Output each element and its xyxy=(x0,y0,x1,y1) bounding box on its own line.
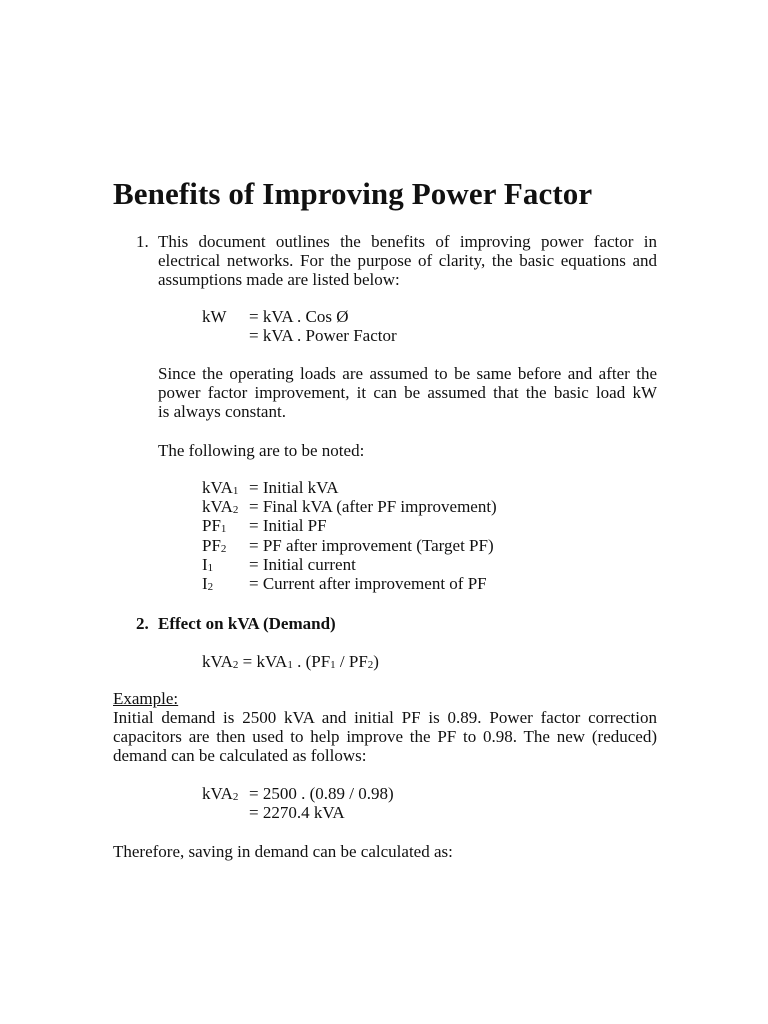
intro-line: assumptions made are listed below: xyxy=(158,270,400,289)
definition-term: kVA$_2$ xyxy=(202,497,239,516)
definition-term: $I_2$ xyxy=(202,574,214,593)
example-label: Example: xyxy=(113,689,179,708)
definition-value: = PF after improvement (Target PF) xyxy=(249,536,494,555)
definition-term: kVA$_1$ xyxy=(202,478,239,497)
equation-lhs: kW xyxy=(202,307,227,326)
equation-line-2: = kVA . Power Factor xyxy=(249,326,397,345)
calc-line-2: = 2270.4 kVA xyxy=(249,803,345,822)
section-1-intro xyxy=(158,232,657,289)
definition-value: = Initial kVA xyxy=(249,478,339,497)
equation-line-1: = kVA . Cos Ø xyxy=(249,307,349,326)
definition-value: = Initial PF xyxy=(249,516,327,535)
section-1-number: 1. xyxy=(136,232,149,251)
therefore-text: Therefore, saving in demand can be calculated as: xyxy=(113,842,453,861)
calc-line-1: = 2500 . (0.89 / 0.98) xyxy=(249,784,394,803)
constant-line: is always constant. xyxy=(158,402,286,421)
definition-term: $PF_2$ xyxy=(202,536,227,555)
definition-value: = Initial current xyxy=(249,555,356,574)
noted-heading: The following are to be noted: xyxy=(158,441,365,460)
intro-line: electrical networks. For the purpose of clarity, the basic equations and xyxy=(158,251,657,270)
definition-value: = Current after improvement of PF xyxy=(249,574,487,593)
example-line: demand can be calculated as follows: xyxy=(113,746,367,765)
definition-term: $I_1$ xyxy=(202,555,214,574)
example-line: Initial demand is 2500 kVA and initial PF is 0.89. Power factor correction xyxy=(113,708,657,727)
kva-formula: kVA$_2$ = kVA$_1$ . $(PF_1 / PF_2)$ xyxy=(202,652,379,671)
example-paragraph xyxy=(113,708,657,765)
definition-term: $PF_1$ xyxy=(202,516,227,535)
constant-line: power factor improvement, it can be assumed that the basic load kW xyxy=(158,383,657,402)
definition-value: = Final kVA (after PF improvement) xyxy=(249,497,497,516)
section-2-heading: Effect on kVA (Demand) xyxy=(158,614,336,633)
intro-line: This document outlines the benefits of improving power factor in xyxy=(158,232,657,251)
calc-lhs: kVA$_2$ xyxy=(202,784,239,803)
example-line: capacitors are then used to help improve the PF to 0.98. The new (reduced) xyxy=(113,727,657,746)
constant-paragraph xyxy=(158,364,657,421)
page-title: Benefits of Improving Power Factor xyxy=(113,176,593,211)
section-2-number: 2. xyxy=(136,614,149,633)
constant-line: Since the operating loads are assumed to be same before and after the xyxy=(158,364,657,383)
